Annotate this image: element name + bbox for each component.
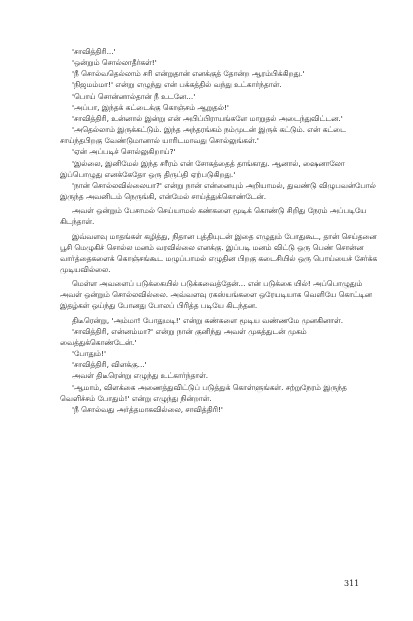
paragraph: 'போதும்!': [72, 349, 106, 359]
paragraph: 'அதெல்லாம் இருக்கட்டும். இந்த அந்தரங்கம் நம்முடன் இருக் கட்டும். என் கட்டை சாய்ந்தபிறகு வேண்டுமானால் யாரிடமாவது சொல்லுங்கள்.': [60, 125, 347, 146]
paragraph: திடீரென்று, 'அம்மா! போதுமடி!' என்று கண்களை மூடிய வண்ணமே முனகினாள்.: [72, 315, 344, 325]
paragraph: 'பொய் சொன்னால்தான் நீ உடனே...': [72, 91, 196, 101]
paragraph: அவள் திடீரென்று எழுந்து உட்கார்ந்தாள்.: [72, 371, 209, 381]
paragraph: 'அப்பா, இந்தக் கட்டைக்கு கொஞ்சம் ஆறுதல்!': [72, 102, 229, 112]
paragraph: 'சாவித்திரி, என்னம்மா?' என்று நான் குனிந்து அவள் முகத்துடன் முகம் வைத்துக்கொண்டேன்.': [60, 326, 307, 347]
paragraph: 'நான் சொல்லவில்லையா?' என்று நான் என்னையும் அறியாமல், துவண்டு விழுபவன்போல் இருந்த அவனிடம் நெருங்கி, என்மேல் சாய்த்துக்கொண்டேன்.: [60, 180, 376, 202]
paragraph: 'நீ சொல்வது அர்த்தமாகவில்லை, சாவித்திரி!': [72, 404, 223, 414]
paragraph: 'ஏன் அப்படிச் சொல்லுகிறாய்?': [72, 147, 176, 157]
paragraph: 'சாவித்திரி, விளக்கு...': [72, 360, 147, 370]
page-number: 311: [344, 579, 360, 588]
paragraph: 'சாவித்திரி...': [72, 47, 116, 56]
paragraph: மெள்ள அவளைப் படுக்கையில் படுக்கவைத்தேன்... என் படுக்கை யில்! அப்பொழுதும் அவள் ஒன்றும் சொல்லவில்லை. அவ்வளவு ரகஸ்யங்களை ஒரேயடியாக வெளியே கொட்டின இதழ்கள் ஒய்ந்து போனது போலப் பிரித்த படியே கிடந்தன.: [60, 279, 372, 311]
body-text: [60, 46, 380, 415]
paragraph: அவள் ஒன்றும் பேசாமல் செய்யாமல் கண்களை மூடிக் கொண்டு சிறிது நேரம் அப்படியே கிடந்தாள்.: [60, 206, 367, 227]
paragraph: 'நீ சொல்வதெல்லாம் சரி என்றுதான் எனக்குத் தோன்ற ஆரம்பிக்கிறது.': [72, 69, 305, 79]
paragraph: 'இல்லை, இனிமேல் இந்த சரீரம் என் சோகத்தைத் தாங்காது. ஆனால், ஷைனாலோ இப்பொழுது எனக்கேதோ ஒரு திருப்தி ஏற்படுகிறது.': [60, 158, 345, 179]
paragraph: 'சாவித்திரி, உன்னால் இன்று என் அபிப்பிராயங்களே மாறுதல் அடைந்துவிட்டன.': [72, 113, 343, 123]
paragraph: 'நிஜமம்மா!' என்று எழுந்து என் பக்கத்தில் வந்து உட்கார்ந்தாள்.: [72, 80, 282, 90]
paragraph: 'ஒன்றும் சொல்லாதீர்கள்!': [72, 58, 157, 68]
paragraph: இவ்வளவு மாதங்கள் கழித்து, நிதான புத்தியுடன் இதை எழுதும் போதுகூட, தான் செய்தனை பூசி மெழுகிச் சொல்ல மனம் வரவில்லை எனக்கு. இப்படி மனம் விட்டு ஒரு பெண் சொன்ன வார்த்தைகளைக் கொஞ்சங்கூட மழுப்பாமல் எழுதின பிறகு கடைசியில் ஒரு பொய்யைச் சேர்க்க முடியவில்லை.: [60, 231, 378, 274]
paragraph: 'ஆமாம், விளக்கை அணைத்துவிட்டுப் படுத்துக் கொள்ளுங்கள். சற்றுநேரம் இருந்த வெளிச்சம் போதும்!' என்று எழுந்து நின்றாள்.: [60, 382, 347, 403]
